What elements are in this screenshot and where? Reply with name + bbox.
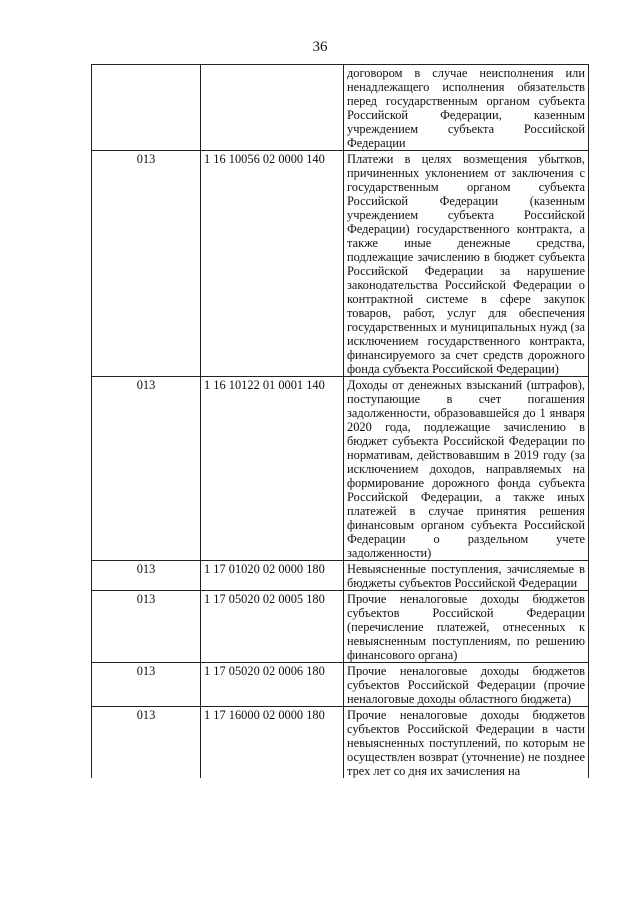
budget-classification-code-cell: 1 17 05020 02 0005 180 [201,591,344,663]
budget-classification-code-cell [201,65,344,151]
revenue-name-cell: Доходы от денежных взысканий (штрафов), поступающие в счет погашения задолженности, образовавшейся до 1 января 2020 года, подлежащие зачислению в бюджет субъекта Российской Федерации по нормативам, действовавшим в 2019 году (за исключением доходов, направляемых на формирование дорожного фонда субъекта Российской Федерации, а также иных платежей в случае принятия решения финансовым органом субъекта Российской Федерации о раздельном учете задолженности) [344,377,589,561]
revenue-name-cell: Платежи в целях возмещения убытков, причиненных уклонением от заключения с государственным органом субъекта Российской Федерации (казенным учреждением субъекта Российской Федерации) государственного контракта, а также иные денежные средства, подлежащие зачислению в бюджет субъекта Российской Федерации за нарушение законодательства Российской Федерации о контрактной системе в сфере закупок товаров, работ, услуг для обеспечения государственных и муниципальных нужд (за исключением государственного контракта, финансируемого за счет средств дорожного фонда субъекта Российской Федерации) [344,151,589,377]
administrator-code-cell: 013 [92,377,201,561]
budget-classification-code-cell: 1 17 16000 02 0000 180 [201,707,344,779]
budget-classification-code-cell: 1 17 05020 02 0006 180 [201,663,344,707]
budget-classification-code-cell: 1 16 10122 01 0001 140 [201,377,344,561]
table-row [92,151,589,377]
revenue-name-cell: Прочие неналоговые доходы бюджетов субъектов Российской Федерации (перечисление платежей, отнесенных к невыясненным поступлениям, по решению финансового органа) [344,591,589,663]
revenue-name-cell: договором в случае неисполнения или ненадлежащего исполнения обязательств перед государственным органом субъекта Российской Федерации, казенным учреждением субъекта Российской Федерации [344,65,589,151]
administrator-code-cell: 013 [92,591,201,663]
budget-revenue-table [91,64,589,778]
administrator-code-cell: 013 [92,663,201,707]
administrator-code-cell: 013 [92,707,201,779]
table-row [92,561,589,591]
page-number: 36 [312,39,328,55]
revenue-name-cell: Прочие неналоговые доходы бюджетов субъектов Российской Федерации в части невыясненных поступлений, по которым не осуществлен возврат (уточнение) не позднее трех лет со дня их зачисления на [344,707,589,779]
table-row [92,65,589,151]
table-row [92,377,589,561]
table-row [92,663,589,707]
budget-classification-code-cell: 1 17 01020 02 0000 180 [201,561,344,591]
table-row [92,591,589,663]
administrator-code-cell: 013 [92,561,201,591]
revenue-name-cell: Прочие неналоговые доходы бюджетов субъектов Российской Федерации (прочие неналоговые доходы областного бюджета) [344,663,589,707]
revenue-name-cell: Невыясненные поступления, зачисляемые в бюджеты субъектов Российской Федерации [344,561,589,591]
table-row [92,707,589,779]
budget-classification-code-cell: 1 16 10056 02 0000 140 [201,151,344,377]
administrator-code-cell [92,65,201,151]
administrator-code-cell: 013 [92,151,201,377]
